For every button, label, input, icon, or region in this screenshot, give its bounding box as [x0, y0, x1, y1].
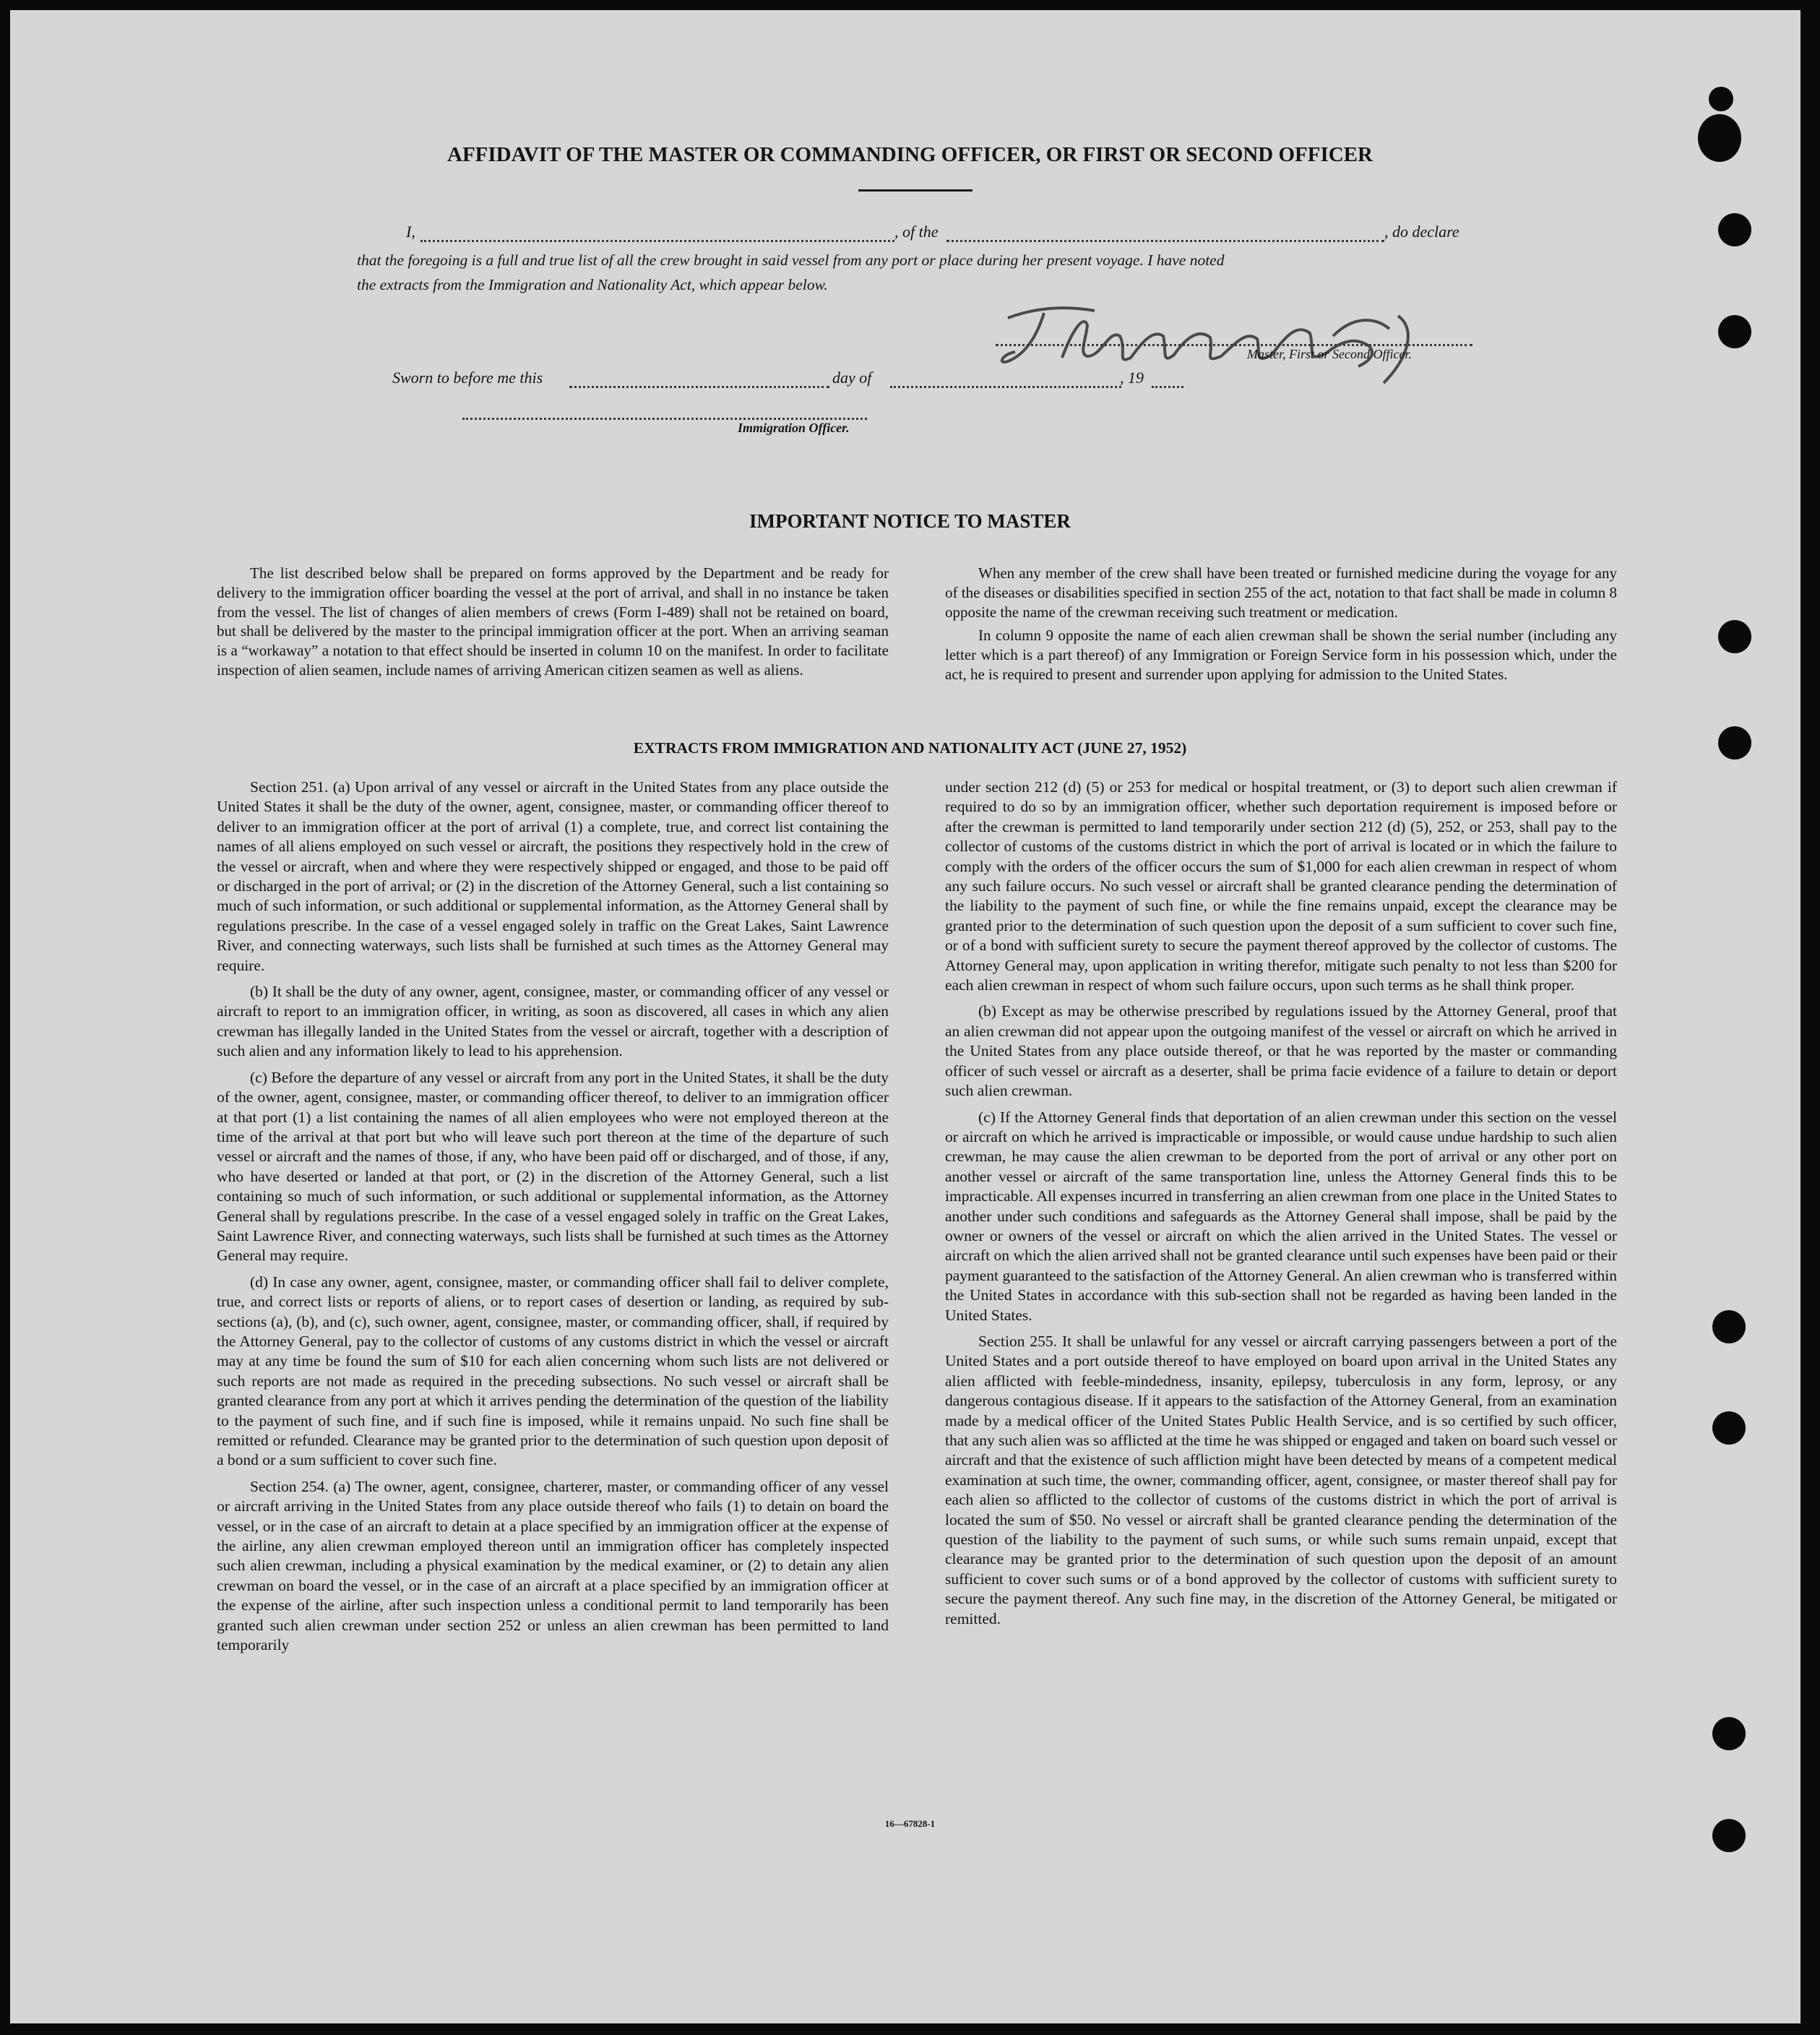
sworn-year-field[interactable]: [1152, 386, 1183, 388]
section-254-a: Section 254. (a) The owner, agent, consignee, charterer, master, or commanding officer of any vessel or aircraft arriving in the United States from any place outside thereof who fails (1) to detain on board the vessel, or in the case of an aircraft to detain at a place specified by an immigration officer at the expense of the airline, any alien crewman employed thereon until an immigration officer has completely inspected such alien crewman, including a physical examination by the medical examiner, or (2) to detain any alien crewman on board the vessel, or in the case of an aircraft at a place specified by an immigration officer at the expense of the airline, after such inspection unless a conditional permit to land temporarily has been granted such alien crewman under section 252 or unless an alien crewman has been permitted to land temporarily: [217, 1477, 889, 1654]
of-the-label: , of the: [894, 223, 939, 241]
section-251-a: Section 251. (a) Upon arrival of any vessel or aircraft in the United States from any place outside the United States it shall be the duty of the owner, agent, consignee, master, or commanding officer thereof to deliver to an immigration officer at the port of arrival (1) a complete, true, and correct list containing the names of all aliens employed on such vessel or aircraft, the positions they respectively hold in the crew of the vessel or aircraft, when and where they were respectively shipped or engaged, and those to be paid off or discharged in the port of arrival; or (2) in the discretion of the Attorney General, such a list containing so much of such information, or such additional or supplemental information, as the Attorney General shall by regulations prescribe. In the case of a vessel engaged solely in traffic on the Great Lakes, Saint Lawrence River, and connecting waterways, such lists shall be furnished at such times as the Attorney General may require.: [217, 778, 889, 974]
immigration-officer-label: Immigration Officer.: [738, 421, 850, 435]
section-251-c: (c) Before the departure of any vessel or aircraft from any port in the United States, it shall be the duty of the owner, agent, consignee, master, or commanding officer thereof, to deliver to an immigration officer at that port (1) a list containing the names of all alien employees who were not employed thereon at the time of the arrival at that port but who will leave such port thereon at the time of the departure of such vessel or aircraft and the names of those, if any, who have been paid off or discharged, and of those, if any, who have deserted or landed at that port, or (2) in the discretion of the Attorney General, such a list containing so much of such information, or such additional or supplemental information, as the Attorney General shall by regulations prescribe. In the case of a vessel engaged solely in traffic on the Great Lakes, Saint Lawrence River, and connecting waterways, such lists shall be furnished at such times as the Attorney General may require.: [217, 1068, 889, 1265]
declare-label: , do declare: [1384, 223, 1459, 241]
extracts-right-column: [945, 778, 1617, 1635]
year-label: , 19: [1120, 369, 1144, 387]
section-251-d: (d) In case any owner, agent, consignee, master, or commanding officer shall fail to deliver complete, true, and correct lists or reports of aliens, or to report cases of desertion or landing, as required by sub-sections (a), (b), and (c), such owner, agent, consignee, master, or commanding officer, shall, if required by the Attorney General, pay to the collector of customs of any customs district in which the vessel or aircraft may at any time be found the sum of $10 for each alien concerning whom such lists are not delivered or such reports are not made as required in the preceding subsections. No such vessel or aircraft shall be granted clearance from any port at which it arrives pending the determination of the question of the liability to the payment of such fine, and if such fine is imposed, while it remains unpaid. No such fine shall be remitted or refunded. Clearance may be granted prior to the determination of such question upon deposit of a bond or a sum sufficient to cover such fine.: [217, 1273, 889, 1469]
notice-right-paragraph-1: When any member of the crew shall have been treated or furnished medicine during the voyage for any of the diseases or disabilities specified in section 255 of the act, notation to that fact shall be made in column 8 opposite the name of the crewman receiving such treatment or medication.: [945, 564, 1617, 621]
section-254-c: (c) If the Attorney General finds that deportation of an alien crewman under this section on the vessel or aircraft on which he arrived is impracticable or impossible, or would cause undue hardship to such alien crewman, he may cause the alien crewman to be deported from the port of arrival or any other port on another vessel or aircraft of the same transportation line, unless the Attorney General finds this to be impracticable. All expenses incurred in transferring an alien crewman from one place in the United States to another under such conditions and safeguards as the Attorney General shall impose, shall be paid by the owner or owners of the vessel or aircraft on which the alien arrived in the United States. The vessel or aircraft on which the alien arrived shall not be granted clearance until such expenses have been paid or their payment guaranteed to the satisfaction of the Attorney General. An alien crewman who is transferred within the United States in accordance with this sub-section shall not be regarded as having been landed in the United States.: [945, 1108, 1617, 1324]
sworn-label: Sworn to before me this: [392, 369, 543, 387]
binder-hole: [1712, 1717, 1746, 1750]
section-251-b: (b) It shall be the duty of any owner, agent, consignee, master, or commanding officer of any vessel or aircraft to report to an immigration officer, in writing, as soon as discovered, all cases in which any alien crewman has illegally landed in the United States from the vessel or aircraft, together with a description of such alien and any information likely to lead to his apprehension.: [217, 983, 889, 1060]
section-255: Section 255. It shall be unlawful for any vessel or aircraft carrying passengers between a port of the United States and a port outside thereof to have employed on board upon arrival in the United States any alien afflicted with feeble-mindedness, insanity, epilepsy, tuberculosis in any form, leprosy, or any dangerous contagious disease. If it appears to the satisfaction of the Attorney General, from an examination made by a medical officer of the United States Public Health Service, and is so certified by such officer, that any such alien was so afflicted at the time he was shipped or engaged and taken on board such vessel or aircraft and that the existence of such affliction might have been detected by means of a competent medical examination at such time, the owner, commanding officer, agent, consignee, or master thereof shall pay for each alien so afflicted to the collector of customs of the customs district in which the port of arrival is located the sum of $50. No vessel or aircraft shall be granted clearance pending the determination of the question of the liability to the payment of such sums, or while such sums remain unpaid, except that clearance may be granted prior to the determination of such question upon the deposit of an amount sufficient to cover such sums or of a bond approved by the collector of customs with sufficient surety to secure the payment thereof. Any such fine may, in the discretion of the Attorney General, be mitigated or remitted.: [945, 1332, 1617, 1627]
master-signature: [993, 285, 1427, 394]
declaration-line-3: the extracts from the Immigration and Nationality Act, which appear below.: [357, 276, 828, 293]
vessel-name-field[interactable]: [946, 240, 1384, 242]
day-of-label: day of: [832, 369, 872, 387]
notice-right-paragraph-2: In column 9 opposite the name of each alien crewman shall be shown the serial number (including any letter which is a part thereof) of any Immigration or Foreign Service form in his possession which, under the act, he is required to present and surrender upon applying for admission to the United States.: [945, 627, 1617, 683]
form-code: 16—67828-1: [884, 1818, 936, 1829]
binder-hole: [1712, 1310, 1746, 1343]
declarant-prefix: I,: [406, 223, 415, 241]
immigration-officer-signature-line[interactable]: [462, 418, 867, 420]
notice-title: IMPORTANT NOTICE TO MASTER: [749, 510, 1071, 532]
extracts-left-column: [217, 778, 889, 1661]
section-254-a-continued: under section 212 (d) (5) or 253 for medical or hospital treatment, or (3) to deport such alien crewman if required to do so by an immigration officer, whether such deportation requirement is imposed before or after the crewman is permitted to land temporarily under section 212 (d) (5), 252, or 253, shall pay to the collector of customs of the customs district in which the port of arrival is located or in which the failure to comply with the orders of the officer occurs the sum of $1,000 for each alien crewman in respect of whom any such failure occurs. No such vessel or aircraft shall be granted clearance pending the determination of the liability to the payment of such fine, or while the fine remains unpaid, except the clearance may be granted prior to the determination of such question upon the deposit of a sum sufficient to cover such fine, or of a bond with sufficient surety to secure the payment thereof approved by the collector of customs. The Attorney General may, upon application in writing therefor, mitigate such penalty to not less than $200 for each alien crewman in respect of whom such failure occurs, upon such terms as he shall think proper.: [945, 778, 1617, 994]
declarant-name-field[interactable]: [421, 240, 894, 242]
binder-hole: [1718, 213, 1751, 246]
extracts-title: EXTRACTS FROM IMMIGRATION AND NATIONALITY ACT (JUNE 27, 1952): [633, 739, 1187, 757]
section-254-b: (b) Except as may be otherwise prescribed by regulations issued by the Attorney General, proof that an alien crewman did not appear upon the outgoing manifest of the vessel or aircraft on which he arrived in the United States from any place outside thereof, or that he was reported by the master or commanding officer of such vessel or aircraft as a deserter, shall be prima facie evidence of a failure to detain or deport such alien crewman.: [945, 1002, 1617, 1100]
binder-hole: [1709, 87, 1733, 111]
binder-hole: [1712, 1411, 1746, 1445]
notice-left-paragraph: The list described below shall be prepared on forms approved by the Department and be ready for delivery to the immigration officer boarding the vessel at the port of arrival, and shall in no instance be taken from the vessel. The list of changes of alien members of crews (Form I-489) shall not be retained on board, but shall be delivered by the master to the principal immigration officer at the port. When an arriving seaman is a “workaway” a notation to that effect should be inserted in column 10 on the manifest. In order to facilitate inspection of alien seamen, include names of arriving American citizen seamen as well as aliens.: [217, 564, 889, 679]
sworn-day-field[interactable]: [569, 386, 829, 388]
master-signature-line: [996, 344, 1472, 346]
sworn-month-field[interactable]: [890, 386, 1121, 388]
declaration-line-2: that the foregoing is a full and true list of all the crew brought in said vessel from any port or place during her present voyage. I have noted: [357, 251, 1225, 269]
notice-right-column: [945, 564, 1617, 689]
binder-hole: [1718, 620, 1751, 653]
title-rule: [858, 189, 972, 192]
master-signature-label: Master, First or Second Officer.: [1247, 347, 1412, 361]
affidavit-title: AFFIDAVIT OF THE MASTER OR COMMANDING OFFICER, OR FIRST OR SECOND OFFICER: [447, 143, 1373, 166]
binder-hole: [1718, 315, 1751, 348]
notice-left-column: [217, 564, 889, 684]
